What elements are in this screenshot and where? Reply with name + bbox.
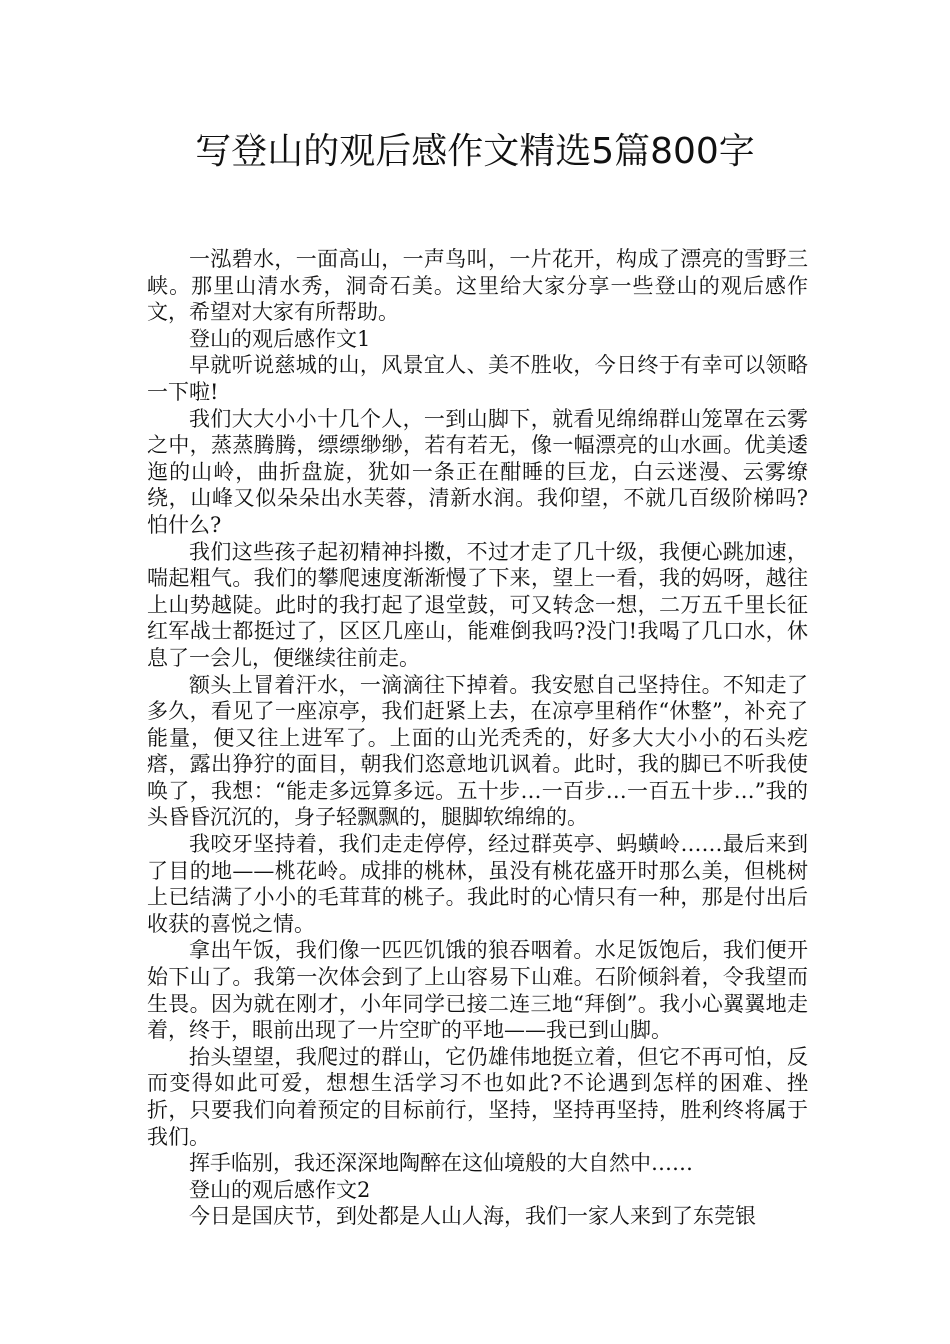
intro-paragraph: 一泓碧水，一面高山，一声鸟叫，一片花开，构成了漂亮的雪野三峡。那里山清水秀，洞奇石美。这里给大家分享一些登山的观后感作文，希望对大家有所帮助。 — [147, 247, 808, 325]
section-heading-essay-2: 登山的观后感作文2 — [189, 1177, 371, 1202]
page-title: 写登山的观后感作文精选5篇800字 — [195, 131, 755, 172]
section-heading-essay-1: 登山的观后感作文1 — [189, 326, 371, 351]
paragraph: 抬头望望，我爬过的群山，它仍雄伟地挺立着，但它不再可怕，反而变得如此可爱，想想生活学习不也如此?不论遇到怎样的困难、挫折，只要我们向着预定的目标前行，坚持，坚持再坚持，胜利终将属于我们。 — [147, 1044, 808, 1149]
paragraph: 额头上冒着汗水，一滴滴往下掉着。我安慰自己坚持住。不知走了多久，看见了一座凉亭，我们赶紧上去，在凉亭里稍作“休整”，补充了能量，便又往上进军了。上面的山光秃秃的，好多大大小小的石头疙瘩，露出狰狞的面目，朝我们恣意地讥讽着。此时，我的脚已不听我使唤了，我想：“能走多远算多远。五十步…一百步…一百五十步…”我的头昏昏沉沉的，身子轻飘飘的，腿脚软绵绵的。 — [147, 672, 808, 830]
paragraph: 早就听说慈城的山，风景宜人、美不胜收，今日终于有幸可以领略一下啦! — [147, 353, 808, 404]
paragraph: 挥手临别，我还深深地陶醉在这仙境般的大自然中…… — [189, 1151, 693, 1176]
paragraph: 今日是国庆节，到处都是人山人海，我们一家人来到了东莞银 — [189, 1204, 756, 1229]
paragraph: 拿出午饭，我们像一匹匹饥饿的狼吞咽着。水足饭饱后，我们便开始下山了。我第一次体会到了上山容易下山难。石阶倾斜着，令我望而生畏。因为就在刚才，小年同学已接二连三地“拜倒”。我小心翼翼地走着，终于，眼前出现了一片空旷的平地——我已到山脚。 — [147, 938, 808, 1043]
paragraph: 我们这些孩子起初精神抖擞，不过才走了几十级，我便心跳加速，喘起粗气。我们的攀爬速度渐渐慢了下来，望上一看，我的妈呀，越往上山势越陡。此时的我打起了退堂鼓，可又转念一想，二万五千里长征红军战士都挺过了，区区几座山，能难倒我吗?没门!我喝了几口水，休息了一会儿，便继续往前走。 — [147, 539, 808, 670]
paragraph: 我们大大小小十几个人，一到山脚下，就看见绵绵群山笼罩在云雾之中，蒸蒸腾腾，缥缥缈缈，若有若无，像一幅漂亮的山水画。优美逶迤的山岭，曲折盘旋，犹如一条正在酣睡的巨龙，白云迷漫、云雾缭绕，山峰又似朵朵出水芙蓉，清新水润。我仰望，不就几百级阶梯吗?怕什么? — [147, 406, 808, 537]
paragraph: 我咬牙坚持着，我们走走停停，经过群英亭、蚂蟥岭……最后来到了目的地——桃花岭。成排的桃林，虽没有桃花盛开时那么美，但桃树上已结满了小小的毛茸茸的桃子。我此时的心情只有一种，那是付出后收获的喜悦之情。 — [147, 832, 808, 936]
article-body — [147, 246, 808, 1230]
